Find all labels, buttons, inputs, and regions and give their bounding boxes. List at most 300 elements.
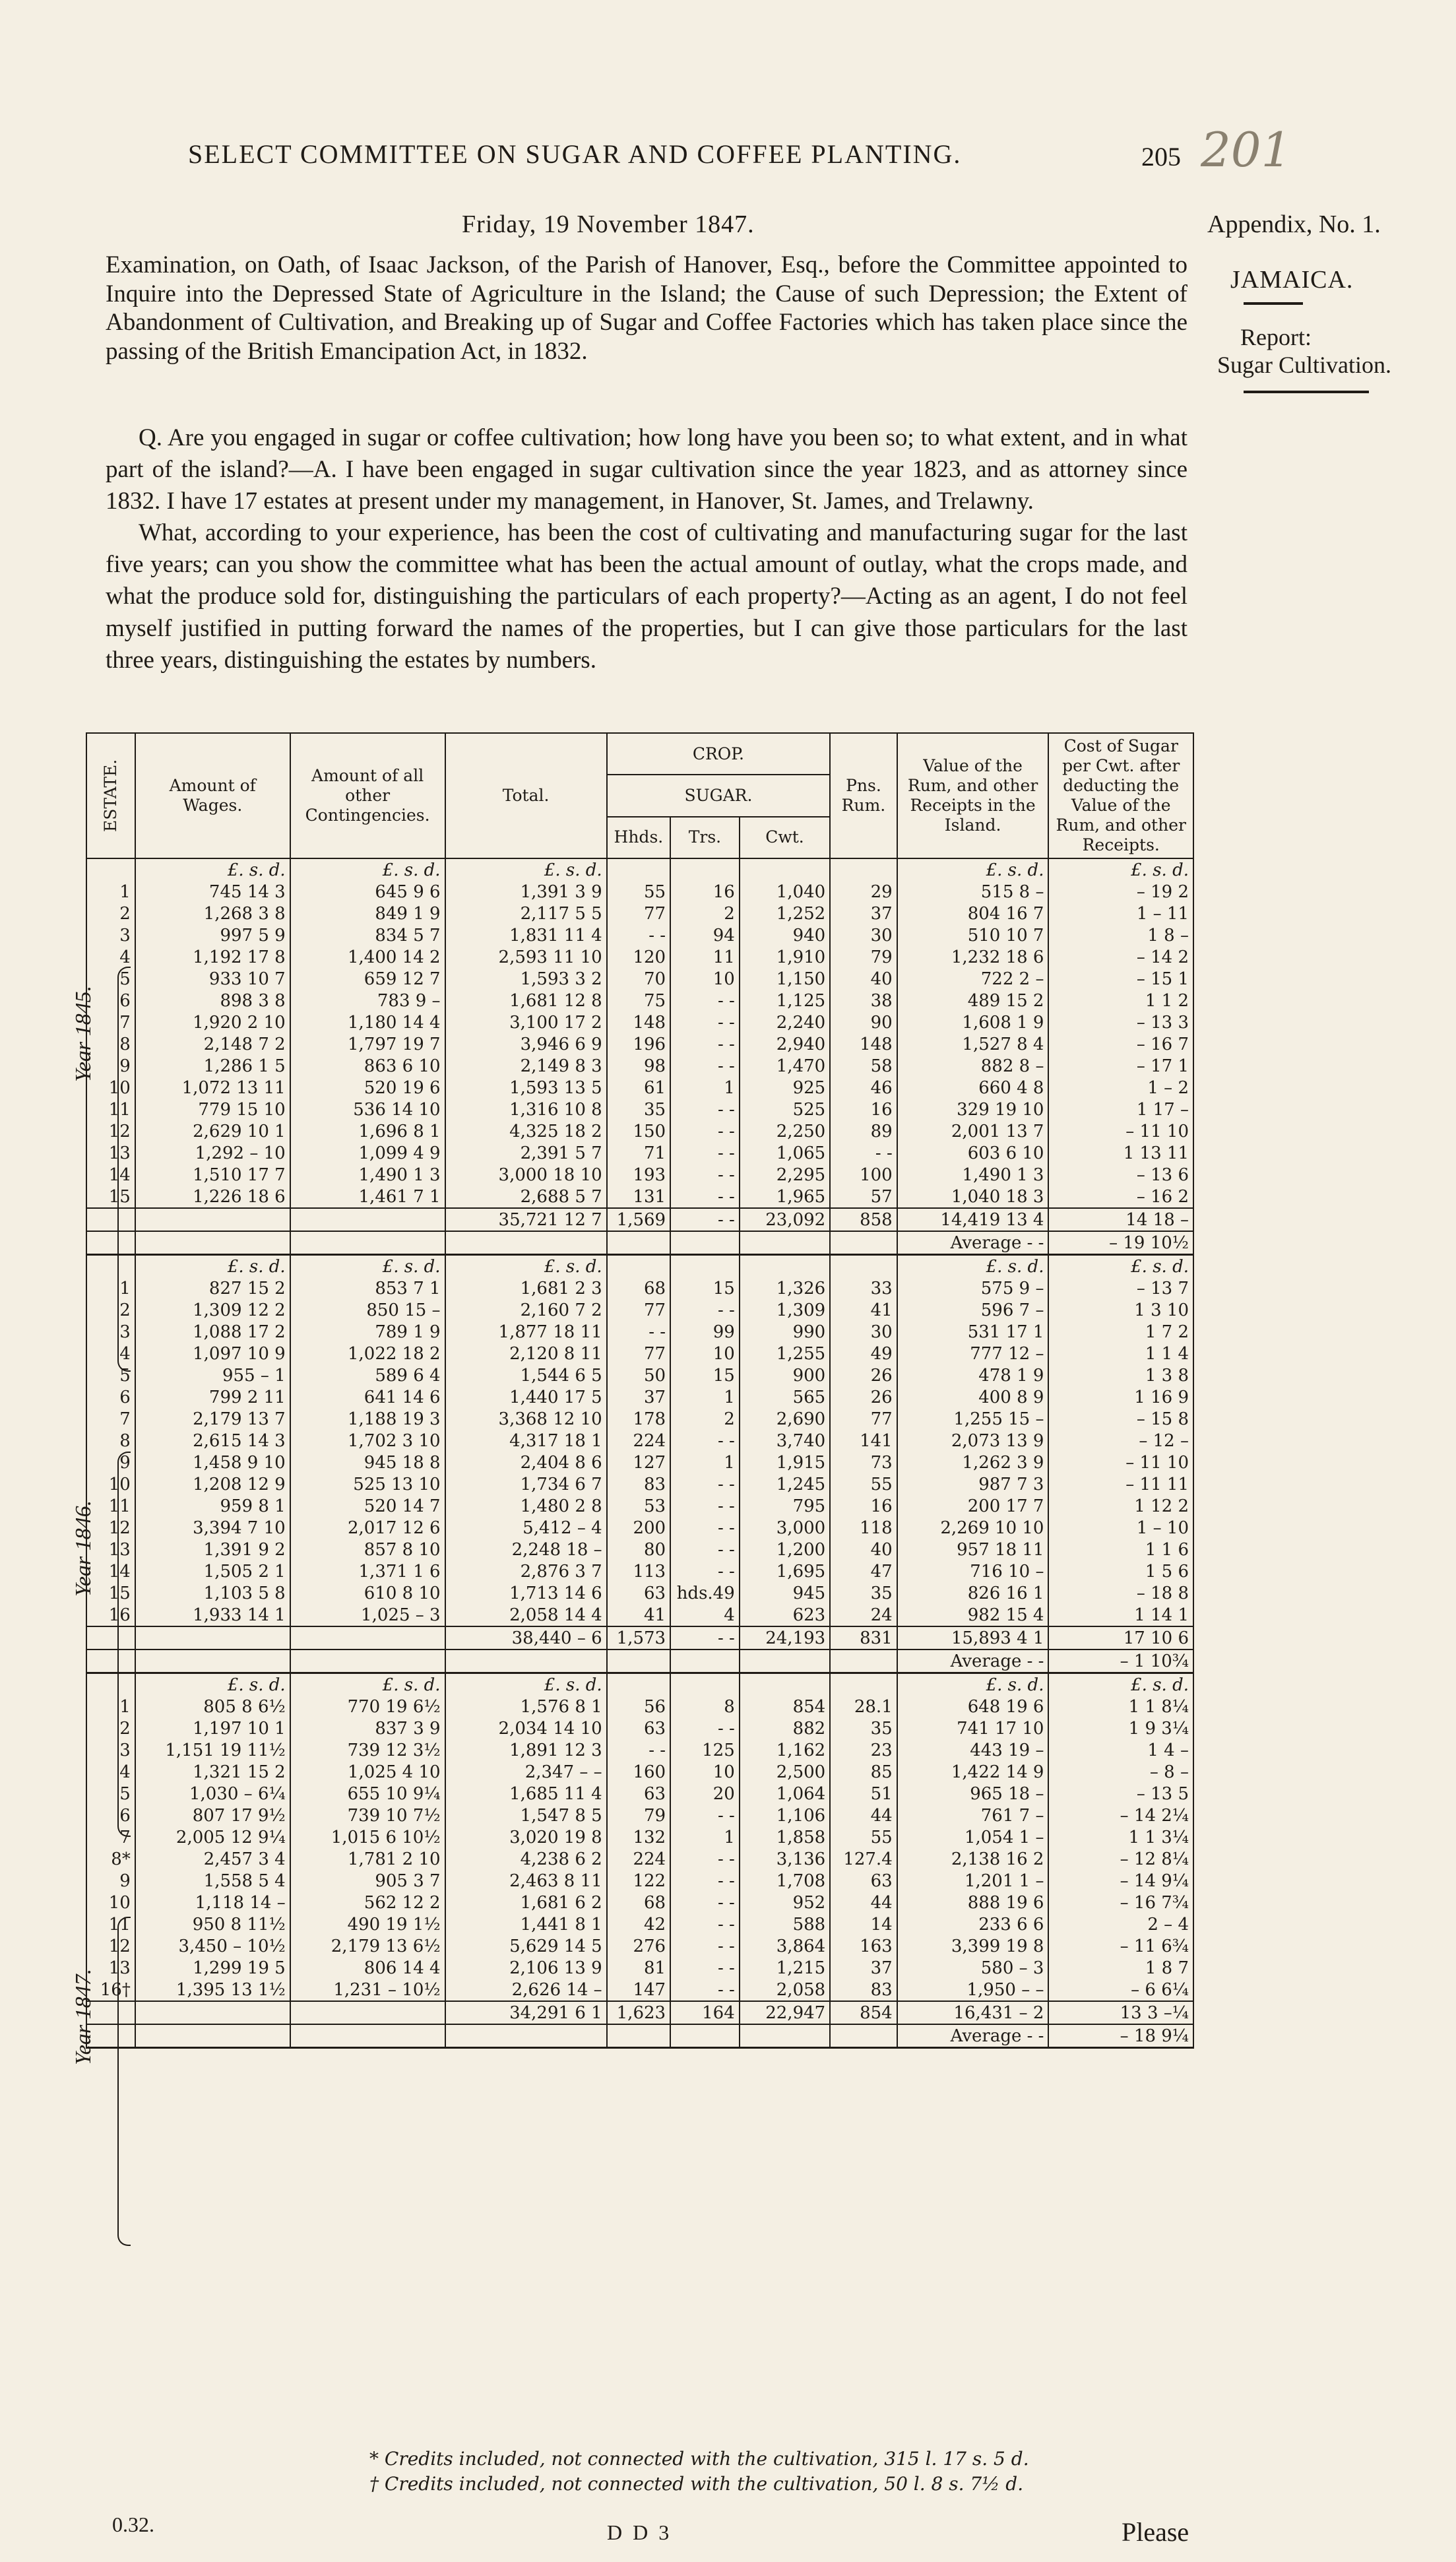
rum-puncheons: 37 [830, 903, 897, 924]
hhds: 55 [607, 881, 670, 903]
contingencies: 655 10 9¼ [290, 1783, 445, 1805]
average-value: – 19 10½ [1048, 1231, 1193, 1255]
cost-per-cwt: – 14 2¼ [1048, 1805, 1193, 1826]
contingencies: 1,400 14 2 [290, 946, 445, 968]
rum-value: 1,255 15 – [897, 1408, 1049, 1430]
unit-label [740, 858, 830, 881]
wages: 1,505 2 1 [135, 1560, 290, 1582]
hhds: 160 [607, 1761, 670, 1783]
total-cwt: 22,947 [740, 2001, 830, 2024]
cwt: 854 [740, 1696, 830, 1717]
trs: - - [670, 1717, 740, 1739]
rum-puncheons: 63 [830, 1870, 897, 1892]
cwt: 882 [740, 1717, 830, 1739]
cwt: 1,309 [740, 1299, 830, 1321]
total-rum-value: 14,419 13 4 [897, 1208, 1049, 1231]
estate-number: 12 [86, 1935, 135, 1957]
estate-number: 15 [86, 1582, 135, 1604]
trs: 94 [670, 924, 740, 946]
cwt: 1,695 [740, 1560, 830, 1582]
contingencies: 1,180 14 4 [290, 1011, 445, 1033]
table-row [86, 1055, 1193, 1077]
hhds: 122 [607, 1870, 670, 1892]
total: 1,547 8 5 [445, 1805, 607, 1826]
hhds: 63 [607, 1582, 670, 1604]
cost-per-cwt: – 11 11 [1048, 1473, 1193, 1495]
totals-row [86, 1208, 1193, 1231]
total-cwt: 24,193 [740, 1626, 830, 1649]
empty-cell [607, 1649, 670, 1673]
total: 3,020 19 8 [445, 1826, 607, 1848]
cost-per-cwt: 1 1 3¼ [1048, 1826, 1193, 1848]
hhds: 41 [607, 1604, 670, 1626]
wages: 2,005 12 9¼ [135, 1826, 290, 1848]
rum-puncheons: 141 [830, 1430, 897, 1452]
rum-value: 489 15 2 [897, 990, 1049, 1011]
empty-cell [445, 1649, 607, 1673]
hhds: 68 [607, 1892, 670, 1913]
unit-label: £. s. d. [445, 858, 607, 881]
cost-per-cwt: – 19 2 [1048, 881, 1193, 903]
wages: 933 10 7 [135, 968, 290, 990]
total-wages [135, 1626, 290, 1649]
empty-cell [607, 2024, 670, 2048]
rum-value: 200 17 7 [897, 1495, 1049, 1517]
jamaica-label: JAMAICA. [1230, 266, 1354, 294]
totals-row [86, 1626, 1193, 1649]
total: 5,629 14 5 [445, 1935, 607, 1957]
cwt: 1,255 [740, 1343, 830, 1364]
estate-number: 15 [86, 1186, 135, 1208]
wages: 1,118 14 – [135, 1892, 290, 1913]
cwt: 1,065 [740, 1142, 830, 1164]
catchword: Please [1122, 2517, 1189, 2547]
trs: 10 [670, 968, 740, 990]
cwt: 1,040 [740, 881, 830, 903]
trs: 15 [670, 1277, 740, 1299]
examination-intro: Examination, on Oath, of Isaac Jackson, of the Parish of Hanover, Esq., before the Committee appointed to Inquire into the Depressed State of Agriculture in the Island; the Cause of such Depression; the Extent of Abandonment of Cultivation, and Breaking up of Sugar and Coffee Factories which has taken place since the passing of the British Emancipation Act, in 1832. [106, 251, 1187, 365]
cost-per-cwt: 1 16 9 [1048, 1386, 1193, 1408]
table-row [86, 1343, 1193, 1364]
table-row [86, 1560, 1193, 1582]
page-number: 205 [1141, 142, 1181, 172]
average-label: Average - - [897, 1231, 1049, 1255]
contingencies: 789 1 9 [290, 1321, 445, 1343]
cwt: 2,690 [740, 1408, 830, 1430]
trs: - - [670, 1142, 740, 1164]
units-row [86, 1673, 1193, 1696]
empty-cell [607, 1231, 670, 1255]
total: 2,149 8 3 [445, 1055, 607, 1077]
hhds: 196 [607, 1033, 670, 1055]
contingencies: 739 10 7½ [290, 1805, 445, 1826]
rum-puncheons: 24 [830, 1604, 897, 1626]
rum-puncheons: 38 [830, 990, 897, 1011]
unit-label: £. s. d. [897, 1673, 1049, 1696]
empty-cell [830, 1231, 897, 1255]
wages: 1,558 5 4 [135, 1870, 290, 1892]
total: 1,681 12 8 [445, 990, 607, 1011]
rum-value: 1,262 3 9 [897, 1452, 1049, 1473]
hhds: 56 [607, 1696, 670, 1717]
trs: - - [670, 990, 740, 1011]
wages: 1,151 19 11½ [135, 1739, 290, 1761]
cost-per-cwt: 1 1 8¼ [1048, 1696, 1193, 1717]
hhds: 224 [607, 1848, 670, 1870]
year-label: Year 1846. [71, 1500, 96, 1597]
trs: - - [670, 1957, 740, 1979]
trs: 10 [670, 1761, 740, 1783]
total: 2,120 8 11 [445, 1343, 607, 1364]
rum-value: 826 16 1 [897, 1582, 1049, 1604]
cost-per-cwt: 1 1 2 [1048, 990, 1193, 1011]
header-total: Total. [445, 733, 607, 858]
hhds: 131 [607, 1186, 670, 1208]
table-row [86, 1495, 1193, 1517]
cwt: 1,162 [740, 1739, 830, 1761]
estate-number: 5 [86, 1783, 135, 1805]
unit-label [86, 858, 135, 881]
estate-number: 6 [86, 990, 135, 1011]
trs: hds.49 [670, 1582, 740, 1604]
cwt: 2,058 [740, 1979, 830, 2001]
cwt: 3,864 [740, 1935, 830, 1957]
hhds: - - [607, 924, 670, 946]
rum-value: 1,950 – – [897, 1979, 1049, 2001]
contingencies: 1,022 18 2 [290, 1343, 445, 1364]
rum-value: 2,001 13 7 [897, 1120, 1049, 1142]
rum-puncheons: 85 [830, 1761, 897, 1783]
table-row [86, 1979, 1193, 2001]
wages: 1,208 12 9 [135, 1473, 290, 1495]
total: 3,946 6 9 [445, 1033, 607, 1055]
wages: 1,292 – 10 [135, 1142, 290, 1164]
rum-value: 515 8 – [897, 881, 1049, 903]
hhds: 79 [607, 1805, 670, 1826]
wages: 2,629 10 1 [135, 1120, 290, 1142]
rum-value: 1,490 1 3 [897, 1164, 1049, 1186]
cwt: 1,106 [740, 1805, 830, 1826]
estate-number: 5 [86, 1364, 135, 1386]
unit-label: £. s. d. [445, 1255, 607, 1278]
cost-per-cwt: 1 13 11 [1048, 1142, 1193, 1164]
empty-cell [445, 1231, 607, 1255]
cost-per-cwt: – 18 8 [1048, 1582, 1193, 1604]
contingencies: 1,702 3 10 [290, 1430, 445, 1452]
cwt: 3,000 [740, 1517, 830, 1539]
table-row [86, 1604, 1193, 1626]
cwt: 525 [740, 1099, 830, 1120]
header-rum: Pns. Rum. [830, 733, 897, 858]
contingencies: 520 14 7 [290, 1495, 445, 1517]
total-contingencies [290, 2001, 445, 2024]
cost-per-cwt: – 11 10 [1048, 1452, 1193, 1473]
estate-number: 16† [86, 1979, 135, 2001]
estate-number: 7 [86, 1408, 135, 1430]
total: 2,106 13 9 [445, 1957, 607, 1979]
wages: 2,457 3 4 [135, 1848, 290, 1870]
estate-number: 12 [86, 1517, 135, 1539]
estate-number: 14 [86, 1560, 135, 1582]
cwt: 990 [740, 1321, 830, 1343]
cwt: 2,295 [740, 1164, 830, 1186]
wages: 807 17 9½ [135, 1805, 290, 1826]
rum-value: 660 4 8 [897, 1077, 1049, 1099]
estate-number: 2 [86, 1717, 135, 1739]
rum-puncheons: 90 [830, 1011, 897, 1033]
cost-per-cwt: – 11 10 [1048, 1120, 1193, 1142]
hhds: 83 [607, 1473, 670, 1495]
rum-puncheons: 16 [830, 1495, 897, 1517]
estate-number: 3 [86, 1321, 135, 1343]
cwt: 1,326 [740, 1277, 830, 1299]
wages: 1,933 14 1 [135, 1604, 290, 1626]
trs: - - [670, 1539, 740, 1560]
cwt: 940 [740, 924, 830, 946]
cwt: 1,200 [740, 1539, 830, 1560]
total: 2,391 5 7 [445, 1142, 607, 1164]
cost-per-cwt: 1 8 7 [1048, 1957, 1193, 1979]
rum-value: 510 10 7 [897, 924, 1049, 946]
cost-per-cwt: 1 3 8 [1048, 1364, 1193, 1386]
estate-number: 2 [86, 1299, 135, 1321]
cwt: 925 [740, 1077, 830, 1099]
total: 3,000 18 10 [445, 1164, 607, 1186]
empty-cell [290, 1231, 445, 1255]
trs: 11 [670, 946, 740, 968]
rum-value: 722 2 – [897, 968, 1049, 990]
hhds: 80 [607, 1539, 670, 1560]
rum-value: 965 18 – [897, 1783, 1049, 1805]
cost-per-cwt: – 14 2 [1048, 946, 1193, 968]
contingencies: 1,015 6 10½ [290, 1826, 445, 1848]
total: 2,593 11 10 [445, 946, 607, 968]
empty-cell [830, 1649, 897, 1673]
rum-puncheons: 44 [830, 1892, 897, 1913]
rum-puncheons: 83 [830, 1979, 897, 2001]
table-row [86, 1870, 1193, 1892]
rum-puncheons: 49 [830, 1343, 897, 1364]
unit-label [670, 1673, 740, 1696]
trs: 2 [670, 903, 740, 924]
estate-number: 10 [86, 1077, 135, 1099]
rum-puncheons: 40 [830, 968, 897, 990]
hhds: 77 [607, 903, 670, 924]
header-sugar: SUGAR. [607, 775, 831, 816]
trs: - - [670, 1099, 740, 1120]
table-row [86, 1805, 1193, 1826]
total: 2,058 14 4 [445, 1604, 607, 1626]
total-cost-per-cwt: 14 18 – [1048, 1208, 1193, 1231]
wages: 1,030 – 6¼ [135, 1783, 290, 1805]
estate-number: 4 [86, 946, 135, 968]
estate-number: 11 [86, 1913, 135, 1935]
empty-cell [290, 1649, 445, 1673]
contingencies: 863 6 10 [290, 1055, 445, 1077]
rum-value: 1,054 1 – [897, 1826, 1049, 1848]
divider [1244, 391, 1369, 393]
total-rum-puncheons: 831 [830, 1626, 897, 1649]
total: 3,100 17 2 [445, 1011, 607, 1033]
wages: 1,321 15 2 [135, 1761, 290, 1783]
wages: 1,391 9 2 [135, 1539, 290, 1560]
contingencies: 1,371 1 6 [290, 1560, 445, 1582]
table-row [86, 1321, 1193, 1343]
cwt: 1,708 [740, 1870, 830, 1892]
unit-label [740, 1255, 830, 1278]
page-title: SELECT COMMITTEE ON SUGAR AND COFFEE PLANTING. [188, 139, 962, 169]
estate-number: 1 [86, 1277, 135, 1299]
hhds: 61 [607, 1077, 670, 1099]
table-row [86, 1099, 1193, 1120]
cost-per-cwt: 1 14 1 [1048, 1604, 1193, 1626]
rum-value: 741 17 10 [897, 1717, 1049, 1739]
cwt: 588 [740, 1913, 830, 1935]
total-trs: 164 [670, 2001, 740, 2024]
estate-number: 3 [86, 924, 135, 946]
table-row [86, 1848, 1193, 1870]
estate-number: 4 [86, 1343, 135, 1364]
table-row [86, 1913, 1193, 1935]
cwt: 795 [740, 1495, 830, 1517]
wages: 1,299 19 5 [135, 1957, 290, 1979]
table-row [86, 1164, 1193, 1186]
cwt: 1,858 [740, 1826, 830, 1848]
cwt: 1,150 [740, 968, 830, 990]
cwt: 1,915 [740, 1452, 830, 1473]
wages: 799 2 11 [135, 1386, 290, 1408]
unit-label: £. s. d. [135, 1673, 290, 1696]
paragraph: Q. Are you engaged in sugar or coffee cultivation; how long have you been so; to what extent, and in what part of the island?—A. I have been engaged in sugar cultivation since the year 1823, and as attorney since 1832. I have 17 estates at present under my management, in Hanover, St. James, and Trelawny. [106, 424, 1187, 515]
empty-cell [670, 2024, 740, 2048]
trs: 10 [670, 1343, 740, 1364]
contingencies: 853 7 1 [290, 1277, 445, 1299]
trs: - - [670, 1055, 740, 1077]
total-wages [135, 2001, 290, 2024]
year-brace [117, 1917, 131, 2246]
total: 1,681 2 3 [445, 1277, 607, 1299]
rum-value: 443 19 – [897, 1739, 1049, 1761]
average-value: – 1 10¾ [1048, 1649, 1193, 1673]
unit-label [830, 858, 897, 881]
total-contingencies [290, 1626, 445, 1649]
header-trs: Trs. [670, 817, 740, 858]
rum-puncheons: 16 [830, 1099, 897, 1120]
cwt: 3,740 [740, 1430, 830, 1452]
rum-value: 716 10 – [897, 1560, 1049, 1582]
cost-per-cwt: 1 9 3¼ [1048, 1717, 1193, 1739]
rum-puncheons: 35 [830, 1717, 897, 1739]
total-cwt: 23,092 [740, 1208, 830, 1231]
estate-number: 2 [86, 903, 135, 924]
trs: - - [670, 1011, 740, 1033]
contingencies: 1,025 – 3 [290, 1604, 445, 1626]
trs: 1 [670, 1386, 740, 1408]
estate-number: 10 [86, 1892, 135, 1913]
cwt: 1,910 [740, 946, 830, 968]
cost-per-cwt: – 6 6¼ [1048, 1979, 1193, 2001]
table-row [86, 1517, 1193, 1539]
unit-label: £. s. d. [290, 1255, 445, 1278]
unit-label: £. s. d. [1048, 858, 1193, 881]
trs: 15 [670, 1364, 740, 1386]
total: 1,685 11 4 [445, 1783, 607, 1805]
total-cost-per-cwt: 13 3 –¼ [1048, 2001, 1193, 2024]
wages: 745 14 3 [135, 881, 290, 903]
trs: 125 [670, 1739, 740, 1761]
total-rum-puncheons: 854 [830, 2001, 897, 2024]
total: 1,480 2 8 [445, 1495, 607, 1517]
trs: - - [670, 1299, 740, 1321]
wages: 1,309 12 2 [135, 1299, 290, 1321]
table-row [86, 1430, 1193, 1452]
hhds: 276 [607, 1935, 670, 1957]
header-cwt: Cwt. [740, 817, 830, 858]
estate-number: 9 [86, 1870, 135, 1892]
table-row [86, 1077, 1193, 1099]
unit-label [670, 858, 740, 881]
wages: 3,394 7 10 [135, 1517, 290, 1539]
cost-per-cwt: 1 5 6 [1048, 1560, 1193, 1582]
cost-per-cwt: – 13 7 [1048, 1277, 1193, 1299]
rum-puncheons: 57 [830, 1186, 897, 1208]
contingencies: 641 14 6 [290, 1386, 445, 1408]
wages: 779 15 10 [135, 1099, 290, 1120]
total: 4,238 6 2 [445, 1848, 607, 1870]
empty-cell [740, 1231, 830, 1255]
cost-per-cwt: – 15 8 [1048, 1408, 1193, 1430]
wages: 1,395 13 1½ [135, 1979, 290, 2001]
hhds: 71 [607, 1142, 670, 1164]
total-contingencies [290, 1208, 445, 1231]
wages: 805 8 6½ [135, 1696, 290, 1717]
header-wages: Amount of Wages. [135, 733, 290, 858]
wages: 1,920 2 10 [135, 1011, 290, 1033]
estate-number: 5 [86, 968, 135, 990]
rum-value: 982 15 4 [897, 1604, 1049, 1626]
contingencies: 562 12 2 [290, 1892, 445, 1913]
table-row [86, 1033, 1193, 1055]
rum-value: 1,232 18 6 [897, 946, 1049, 968]
contingencies: 1,490 1 3 [290, 1164, 445, 1186]
rum-puncheons: 14 [830, 1913, 897, 1935]
cost-per-cwt: – 12 – [1048, 1430, 1193, 1452]
contingencies: 770 19 6½ [290, 1696, 445, 1717]
footnote: † Credits included, not connected with the cultivation, 50 l. 8 s. 7½ d. [369, 2473, 1024, 2495]
empty-cell [670, 1231, 740, 1255]
empty-cell [135, 1231, 290, 1255]
rum-puncheons: 163 [830, 1935, 897, 1957]
total-wages [135, 1208, 290, 1231]
rum-puncheons: 40 [830, 1539, 897, 1560]
average-row [86, 1649, 1193, 1673]
table-row [86, 1277, 1193, 1299]
contingencies: 610 8 10 [290, 1582, 445, 1604]
empty-cell [290, 2024, 445, 2048]
table-row [86, 1739, 1193, 1761]
table-row [86, 1935, 1193, 1957]
rum-value: 1,527 8 4 [897, 1033, 1049, 1055]
total: 1,441 8 1 [445, 1913, 607, 1935]
report-label: Report: [1240, 324, 1312, 350]
cost-per-cwt: – 13 3 [1048, 1011, 1193, 1033]
estate-number: 11 [86, 1099, 135, 1120]
year-label: Year 1847. [71, 1968, 96, 2065]
wages: 898 3 8 [135, 990, 290, 1011]
total-hhds: 1,569 [607, 1208, 670, 1231]
table-row [86, 1120, 1193, 1142]
unit-label [740, 1673, 830, 1696]
